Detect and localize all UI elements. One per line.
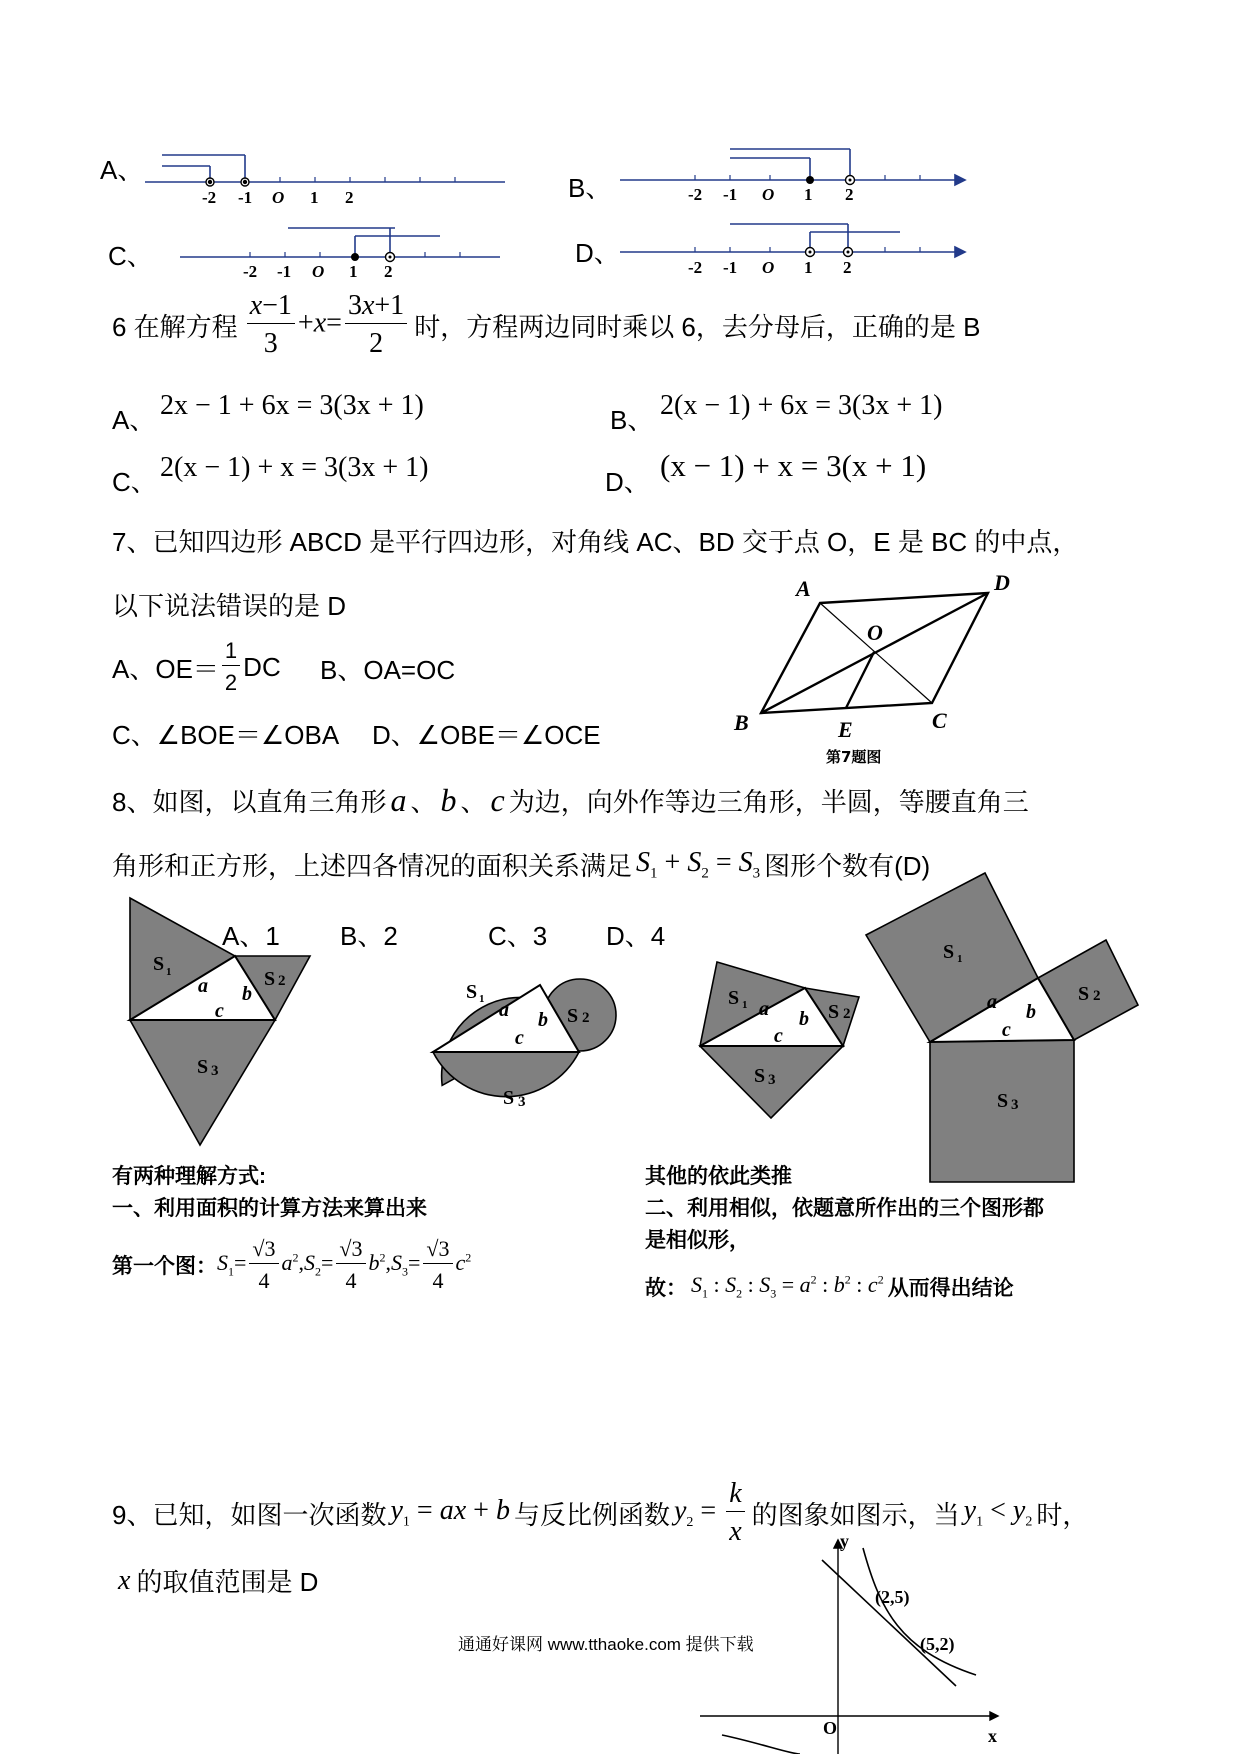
- expl-first-label: 第一个图：: [112, 1255, 217, 1278]
- fig4-s3: S: [997, 1090, 1009, 1112]
- q6-prefix: 6 在解方程: [112, 311, 238, 342]
- expl-title: 有两种理解方式:: [112, 1165, 266, 1188]
- q5-option-a-label: A、: [100, 155, 144, 185]
- expl-method-two-a: 二、利用相似，依题意所作出的三个图形都: [645, 1197, 1044, 1220]
- q6-option-b-label: B、: [610, 405, 654, 435]
- side-a: a: [499, 999, 509, 1021]
- q6-option-d: (x − 1) + x = 3(x + 1): [660, 448, 927, 483]
- q8-option-c: C、3: [488, 921, 548, 951]
- tick-label: -1: [723, 258, 738, 277]
- q7-option-c: C、∠BOE＝∠OBA: [112, 720, 340, 750]
- side-b: b: [538, 1009, 548, 1031]
- svg-text:3: 3: [211, 1063, 219, 1079]
- fig4-s1: S: [943, 941, 955, 963]
- svg-text:2: 2: [582, 1010, 590, 1026]
- q7-option-d: D、∠OBE＝∠OCE: [372, 720, 601, 750]
- tick-label: 2: [384, 262, 393, 281]
- fig2-s3: S: [503, 1087, 515, 1109]
- q6-equation: $\frac{x-1}{3}$ +x= $\frac{3x+1}{2}$: [244, 292, 411, 358]
- q6-suffix: 时，方程两边同时乘以 6，去分母后，正确的是 B: [414, 311, 981, 342]
- q8-line2-suffix: 图形个数有(D): [764, 851, 931, 881]
- q6-option-c: 2(x − 1) + x = 3(3x + 1): [160, 452, 429, 483]
- figure-caption: 第7题图: [826, 748, 882, 766]
- tick-label: 2: [845, 185, 854, 204]
- svg-text:1: 1: [479, 993, 485, 1005]
- expl-first-figure: 第一个图： $S_1=$ $\frac{√3}{4}$ $a^2,S_2=$ $\frac{√3}{4}$ $b^2,S_3=$ $\frac{√3}{4}$ $c^2$: [112, 1236, 472, 1293]
- tick-label: -1: [238, 188, 253, 207]
- q6-option-b: 2(x − 1) + 6x = 3(3x + 1): [660, 390, 943, 421]
- expl-so: 故：: [645, 1277, 687, 1300]
- side-b: b: [242, 983, 252, 1005]
- fig1-s3: S: [197, 1056, 209, 1078]
- svg-text:3: 3: [768, 1072, 776, 1088]
- q6-option-a: 2x − 1 + 6x = 3(3x + 1): [160, 390, 424, 421]
- q5-option-d-label: D、: [575, 238, 620, 268]
- expl-others: 其他的依此类推: [645, 1165, 792, 1188]
- side-b: b: [1026, 1001, 1036, 1023]
- tick-label: 2: [843, 258, 852, 277]
- tick-label: 1: [804, 258, 813, 277]
- q5-option-b-label: B、: [568, 173, 612, 203]
- q9-text-c: 的图象如图示，当: [751, 1499, 960, 1530]
- tick-label: 2: [345, 188, 354, 207]
- q8-line1-prefix: 8、如图，以直角三角形: [112, 787, 387, 817]
- q6-option-c-label: C、: [112, 467, 157, 497]
- side-c: c: [1002, 1019, 1011, 1041]
- tick-label: 1: [349, 262, 358, 281]
- point-label-b: B: [734, 710, 749, 735]
- q8-line1: 8、如图，以直角三角形 a 、 b 、 c 为边，向外作等边三角形，半圆，等腰直角三: [112, 782, 1029, 818]
- tick-label: -2: [202, 188, 217, 207]
- svg-text:1: 1: [957, 953, 963, 965]
- side-c: c: [515, 1027, 524, 1049]
- q5-option-c-label: C、: [108, 241, 153, 271]
- x-axis-label: x: [988, 1726, 997, 1746]
- tick-label: O: [312, 262, 325, 281]
- svg-text:2: 2: [843, 1006, 851, 1022]
- q9-text-b: 与反比例函数: [513, 1499, 670, 1530]
- tick-label: O: [272, 188, 285, 207]
- tick-label: -1: [723, 185, 738, 204]
- point-label-c: C: [932, 708, 947, 733]
- footer-text: 通通好课网 www.tthaoke.com 提供下载: [458, 1635, 754, 1654]
- tick-label: O: [762, 185, 775, 204]
- q8-option-a: A、1: [222, 921, 280, 951]
- svg-text:2: 2: [278, 973, 286, 989]
- q8-line2: 角形和正方形，上述四各情况的面积关系满足 $S_1 + S_2 = S_3$ 图形个数有(D): [112, 846, 931, 882]
- svg-text:1: 1: [742, 999, 748, 1011]
- q9-text-a: 9、已知，如图一次函数: [112, 1499, 387, 1530]
- expl-method-one: 一、利用面积的计算方法来算出来: [112, 1197, 427, 1220]
- tick-label: O: [762, 258, 775, 277]
- tick-label: 1: [804, 185, 813, 204]
- tick-label: -1: [277, 262, 292, 281]
- tick-label: -2: [688, 258, 703, 277]
- q8-line2-prefix: 角形和正方形，上述四各情况的面积关系满足: [112, 851, 633, 881]
- q9-line2: x 的取值范围是 D: [118, 1562, 318, 1599]
- side-a: a: [759, 998, 769, 1020]
- q7-line2: 以下说法错误的是 D: [112, 591, 347, 621]
- tick-label: -2: [243, 262, 258, 281]
- expl-ratio: 故： $S_1$ : $S_2$ : $S_3 = a^2$ : $b^2$ : $c^2$ 从而得出结论: [645, 1272, 1014, 1301]
- side-a: a: [987, 991, 997, 1013]
- fig3-s1: S: [728, 987, 740, 1009]
- svg-text:1: 1: [166, 966, 172, 978]
- point-label-a: A: [796, 576, 811, 601]
- fig1-s1: S: [153, 953, 165, 975]
- side-b: b: [799, 1008, 809, 1030]
- fig2-s1: S: [466, 981, 478, 1003]
- tick-label: 1: [310, 188, 319, 207]
- fig2-s2: S: [567, 1005, 579, 1027]
- expl-conclusion: 从而得出结论: [887, 1277, 1014, 1300]
- q8-option-d: D、4: [606, 921, 666, 951]
- q7-option-b: B、OA=OC: [320, 655, 456, 685]
- svg-text:3: 3: [1011, 1097, 1019, 1113]
- q7-option-a-prefix: A、OE＝: [112, 653, 219, 684]
- point-label-o: O: [867, 620, 883, 645]
- svg-text:2: 2: [1093, 988, 1101, 1004]
- q8-line1-suffix: 为边，向外作等边三角形，半圆，等腰直角三: [508, 787, 1029, 817]
- side-a: a: [198, 975, 208, 997]
- point-label-e: E: [838, 717, 853, 742]
- q8-option-b: B、2: [340, 921, 398, 951]
- side-c: c: [774, 1025, 783, 1047]
- fig1-s2: S: [264, 968, 276, 990]
- q9-line1: 9、已知，如图一次函数 $y_1$ = ax + b 与反比例函数 $y_2$ = $\frac{k}{x}$ 的图象如图示，当 $y_1 < y_2$ 时，: [112, 1478, 1089, 1547]
- q7-option-a: A、OE＝ $\frac{1}{2}$ DC: [112, 638, 281, 695]
- point-label-d: D: [994, 570, 1010, 595]
- q7-line1: 7、已知四边形 ABCD 是平行四边形，对角线 AC、BD 交于点 O，E 是 BC 的中点，: [112, 527, 1079, 557]
- svg-text:3: 3: [518, 1094, 526, 1110]
- q7-option-a-suffix: DC: [243, 651, 281, 682]
- q9-text-d: 时，: [1036, 1499, 1089, 1530]
- q9-range-text: 的取值范围是 D: [136, 1567, 319, 1597]
- tick-label: -2: [688, 185, 703, 204]
- y-axis-label: y: [840, 1531, 849, 1551]
- fig3-s2: S: [828, 1001, 840, 1023]
- point-5-2: (5,2): [920, 1634, 955, 1654]
- fig3-s3: S: [754, 1065, 766, 1087]
- point-2-5: (2,5): [875, 1587, 910, 1607]
- origin-label: O: [823, 1718, 838, 1738]
- expl-method-two-b: 是相似形，: [645, 1229, 750, 1252]
- q6-option-a-label: A、: [112, 405, 156, 435]
- side-c: c: [215, 1000, 224, 1022]
- fig4-s2: S: [1078, 983, 1090, 1005]
- q6-option-d-label: D、: [605, 467, 650, 497]
